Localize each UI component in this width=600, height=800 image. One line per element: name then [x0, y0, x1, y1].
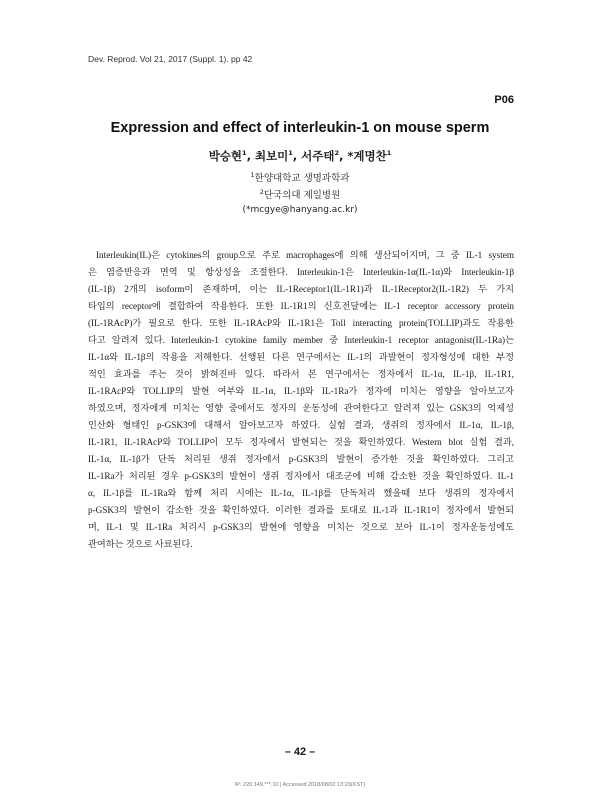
abstract-line: α, IL-1β를 IL-1Ra와 함께 처리 시에는 IL-1α, IL-1β를 단독처리 했을때 보다 생쥐의 정자에서	[88, 488, 514, 498]
affiliation-mark: 2	[259, 187, 264, 196]
abstract-line: 타입의 receptor에 결합하여 작용한다. 또한 IL-1R1의 신호전달에는 IL-1 receptor accessory protein	[88, 301, 514, 311]
author-separator: ,	[246, 149, 255, 163]
abstract-line: (IL-1RAcP)가 필요로 한다. 또한 IL-1RAcP와 IL-1R1은 Toll interacting protein(TOLLIP)과도 작용한	[88, 318, 514, 328]
abstract-line: 다고 알려져 있다. Interleukin-1 cytokine family member 중 Interleukin-1 receptor antagonist(IL-1Ra)는	[88, 335, 514, 345]
author-name: *계명찬	[347, 149, 387, 163]
author-affiliation-mark: 2	[334, 149, 340, 158]
abstract-line: (IL-1β) 2개의 isoform이 존재하며, 이는 IL-1Receptor1(IL-1R1)과 IL-1Receptor2(IL-1R2) 두 가지	[88, 284, 514, 294]
affiliation	[0, 170, 600, 184]
abstract-line: IL-1RAcP와 TOLLIP의 발현 여부와 IL-1α, IL-1β와 IL-1Ra가 정자에 미치는 영향을 알아보고자	[88, 386, 514, 396]
page-number: – 42 –	[284, 746, 316, 758]
author-name: 최보미	[254, 149, 289, 163]
corresponding-email: (*mcgye@hanyang.ac.kr)	[242, 205, 358, 215]
author-affiliation-mark: 1	[288, 149, 293, 158]
poster-id: P06	[494, 94, 514, 106]
abstract-line: Interleukin(IL)은 cytokines의 group으로 주로 macrophages에 의해 생산되어지며, 그 중 IL-1 system	[96, 250, 514, 260]
abstract-line: IL-1α와 IL-1β의 작용을 저해한다. 선행된 다른 연구에서는 IL-1의 과발현이 정자형성에 대한 부정	[88, 352, 514, 362]
abstract-line: 적인 효과를 주는 것이 밝혀진바 있다. 따라서 본 연구에서는 정자에서 IL-1α, IL-1β, IL-1R1,	[88, 369, 514, 379]
abstract-line: IL-1R1, IL-1RAcP와 TOLLIP이 모두 정자에서 발현되는 것을 확인하였다. Western blot 실험 결과,	[88, 437, 514, 447]
abstract-line: 인산화 형태인 p-GSK3에 대해서 알아보고자 하였다. 실험 결과, 생쥐의 정자에서 IL-1α, IL-1β,	[88, 420, 514, 430]
abstract-line: IL-1α, IL-1β가 단독 처리된 생쥐 정자에서 p-GSK3의 발현이 증가한 것을 확인하였다. 그리고	[88, 454, 514, 464]
abstract-line: 관여하는 것으로 사료된다.	[88, 539, 193, 549]
affiliation	[0, 187, 600, 201]
author-separator: ,	[292, 149, 302, 163]
author-name: 박승현	[208, 149, 243, 163]
author-affiliation-mark: 1	[242, 149, 247, 158]
journal-header: Dev. Reprod. Vol 21, 2017 (Suppl. 1). pp 42	[88, 54, 253, 64]
abstract-line: 며, IL-1 및 IL-1Ra 처리시 p-GSK3의 발현에 영향을 미치는 것으로 보아 IL-1이 정자운동성에도	[88, 522, 514, 532]
access-footer: IP: 220.149.***.10 | Accessed 2018/08/02 13:23(KST)	[234, 782, 366, 788]
affiliation-text: 단국의대 제일병원	[263, 190, 341, 201]
abstract-body	[88, 247, 514, 553]
author-separator: ,	[339, 149, 348, 163]
author-list	[0, 148, 600, 164]
abstract-line: 은 염증반응과 면역 및 항상성을 조절한다. Interleukin-1은 Interleukin-1α(IL-1α)와 Interleukin-1β	[88, 267, 514, 277]
abstract-line: IL-1Ra가 처리된 경우 p-GSK3의 발현이 생쥐 정자에서 대조군에 비해 감소한 것을 확인하였다. IL-1	[88, 471, 514, 481]
abstract-line: p-GSK3의 발현이 감소한 것을 확인하였다. 이러한 결과를 토대로 IL-1과 IL-1R1이 정자에서 발현되	[88, 505, 514, 515]
paper-title: Expression and effect of interleukin-1 on mouse sperm	[110, 120, 490, 136]
author-affiliation-mark: 1	[386, 149, 392, 158]
affiliation-text: 한양대학교 생명과학과	[254, 173, 350, 184]
author-name: 서주태	[301, 149, 335, 163]
abstract-line: 하였으며, 정자에게 미치는 영향 중에서도 정자의 운동성에 관여한다고 알려져 있는 GSK3의 억제성	[88, 403, 514, 413]
affiliation-mark: 1	[250, 170, 255, 179]
